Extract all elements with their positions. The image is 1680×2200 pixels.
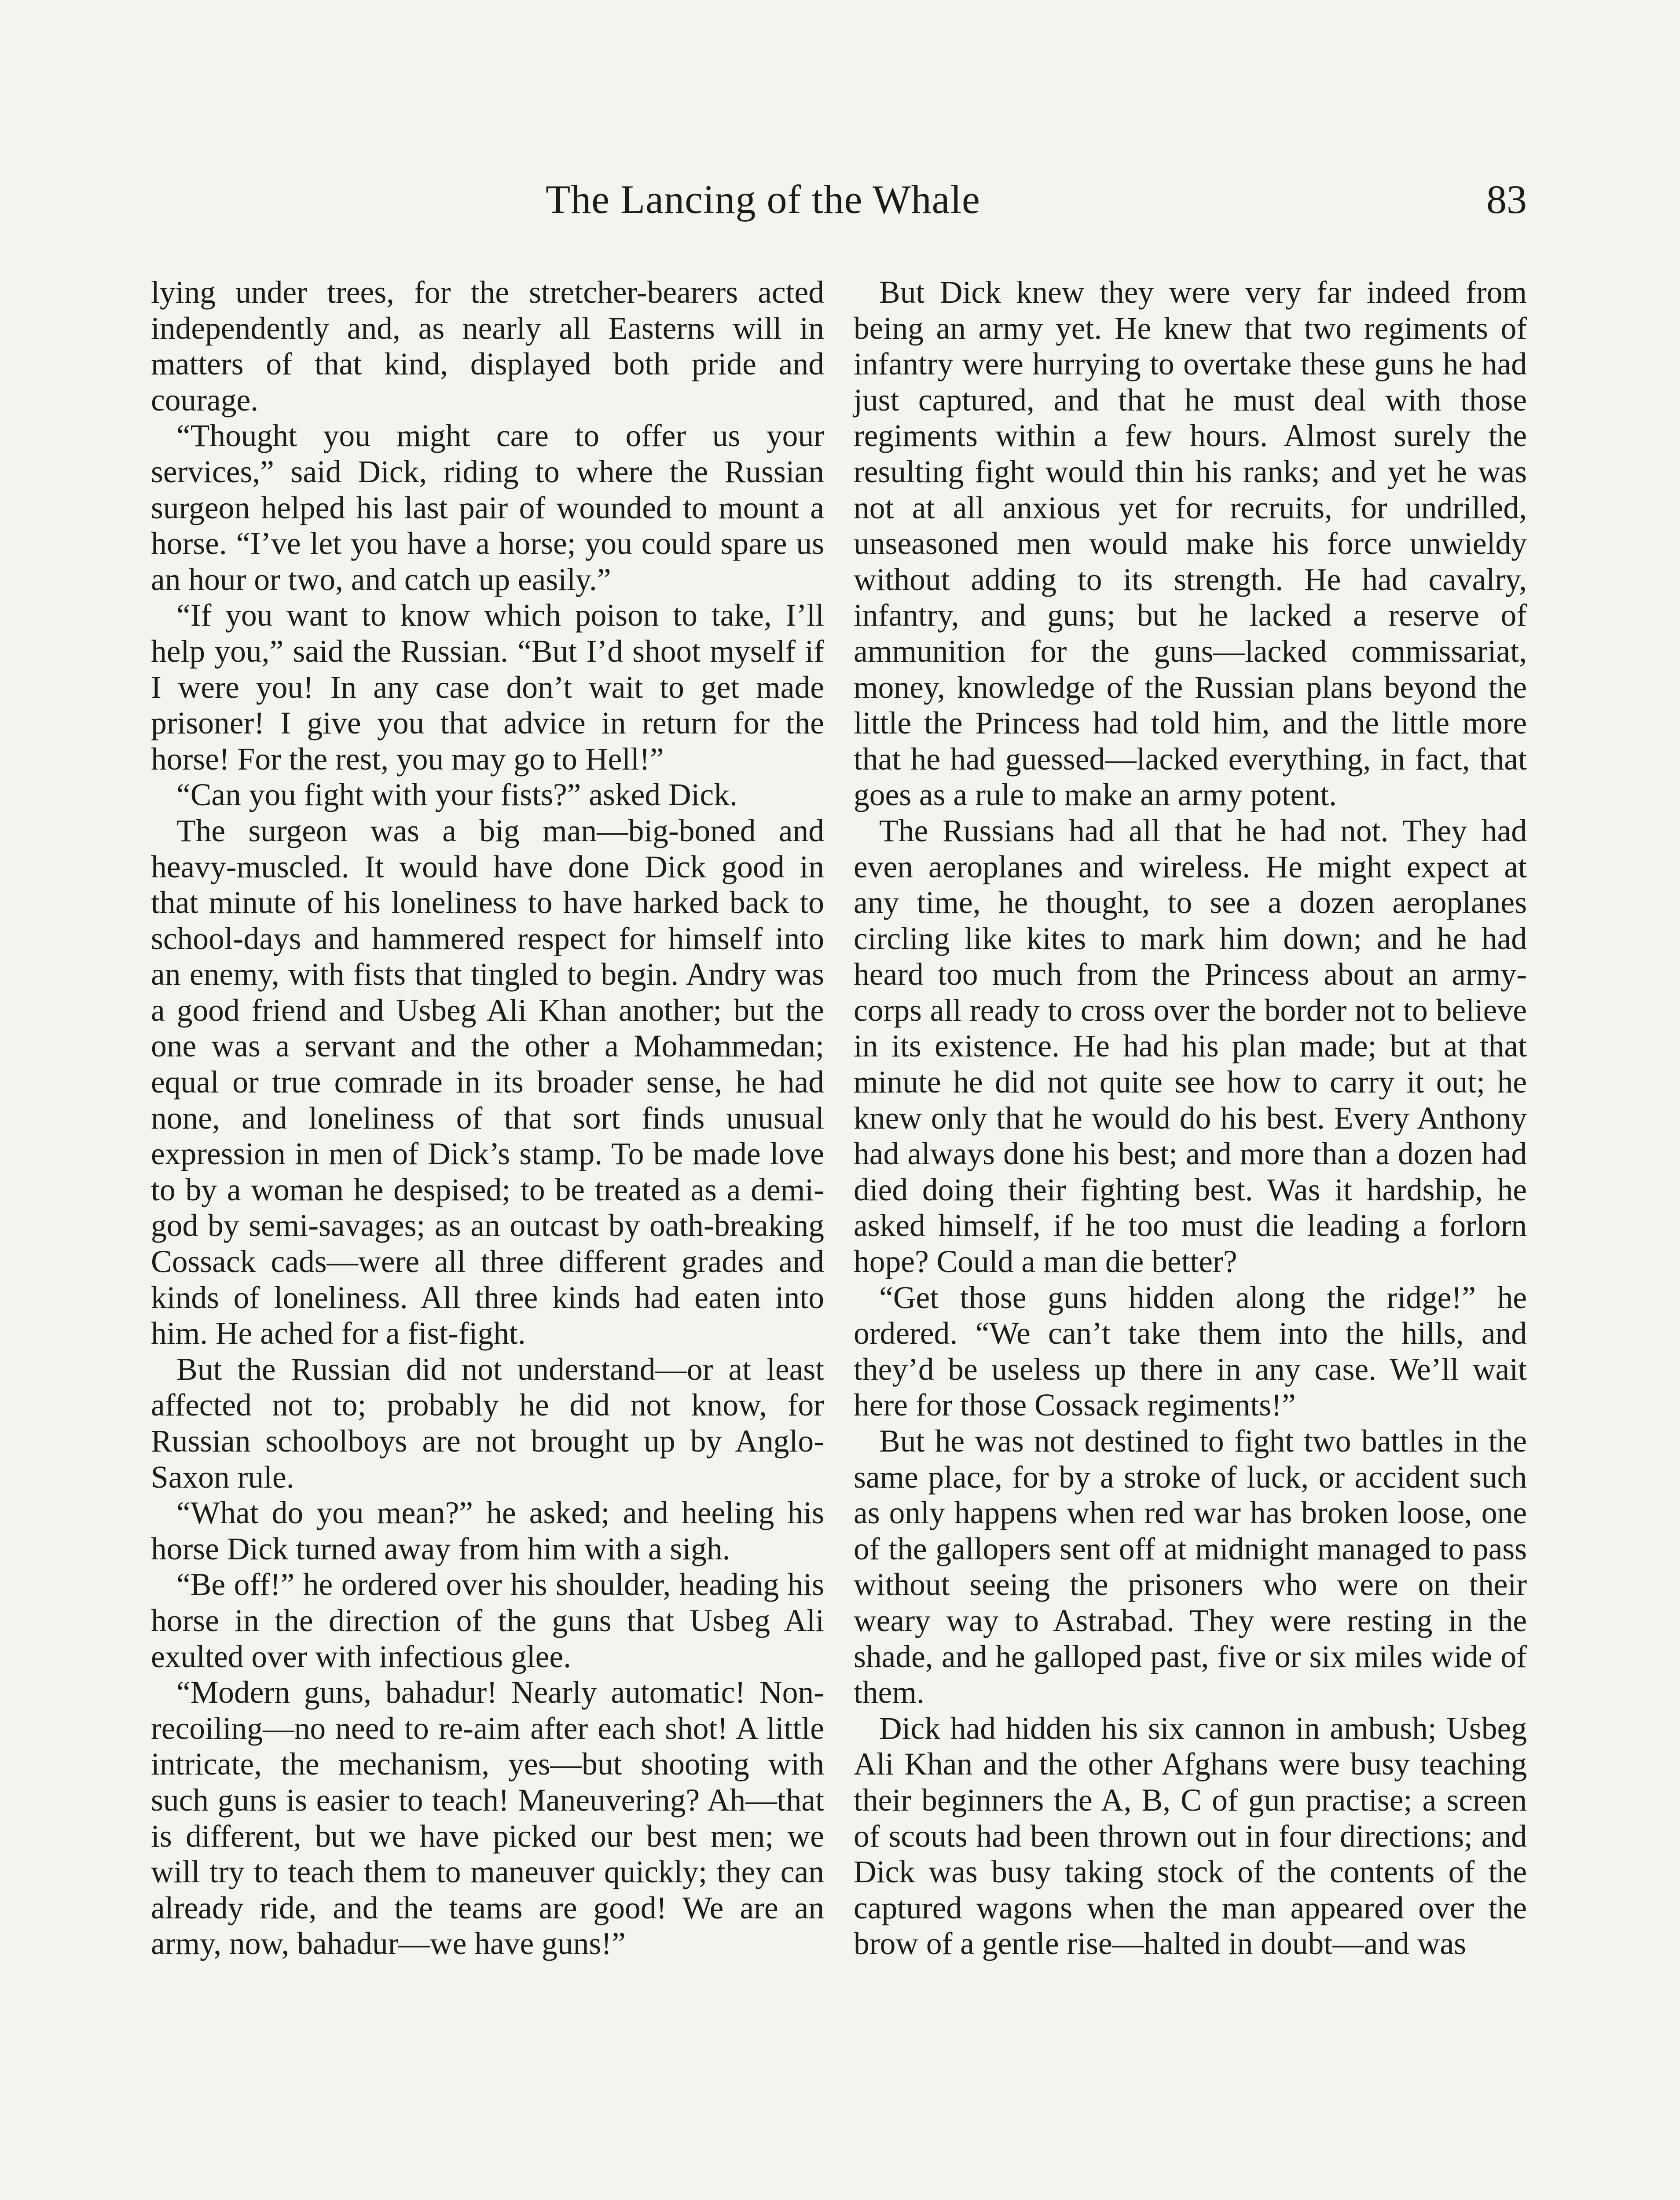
paragraph: “Thought you might care to offer us your services,” said Dick, riding to where the Russian surgeon helped his last pair of wounded to mount a horse. “I’ve let you have a horse; you could spare us an hour or two, and catch up easily.” — [151, 418, 824, 597]
paragraph: But the Russian did not understand—or at least affected not to; probably he did not know, for Russian schoolboys are not brought up by Anglo-Saxon rule. — [151, 1352, 824, 1495]
running-title: The Lancing of the Whale — [546, 177, 980, 222]
paragraph: “Can you fight with your fists?” asked Dick. — [176, 777, 737, 813]
page-header — [546, 176, 1527, 238]
paragraph: “Get those guns hidden along the ridge!” he ordered. “We can’t take them into the hills, and they’d be useless up there in any case. We’ll wait here for those Cossack regiments!” — [854, 1280, 1527, 1423]
paragraph: “Modern guns, bahadur! Nearly automatic! Non-recoiling—no need to re-aim after each shot! A little intricate, the mechanism, yes—but shooting with such guns is easier to teach! Maneuvering? Ah—that is different, but we have picked our best men; we will try to teach them to maneuver quickly; they can already ride, and the teams are good! We are an army, now, bahadur—we have guns!” — [151, 1675, 824, 1962]
left-column — [151, 275, 824, 1962]
paragraph: The surgeon was a big man—big-boned and heavy-muscled. It would have done Dick good in that minute of his loneliness to have harked back to school-days and hammered respect for himself into an enemy, with fists that tingled to begin. Andry was a good friend and Usbeg Ali Khan another; but the one was a servant and the other a Mohammedan; equal or true comrade in its broader sense, he had none, and loneliness of that sort finds unusual expression in men of Dick’s stamp. To be made love to by a woman he despised; to be treated as a demi-god by semi-savages; as an outcast by oath-breaking Cossack cads—were all three different grades and kinds of loneliness. All three kinds had eaten into him. He ached for a fist-fight. — [151, 813, 824, 1351]
paragraph: Dick had hidden his six cannon in ambush; Usbeg Ali Khan and the other Afghans were busy teaching their beginners the A, B, C of gun practise; a screen of scouts had been thrown out in four directions; and Dick was busy taking stock of the contents of the captured wagons when the man appeared over the brow of a gentle rise—halted in doubt—and was — [854, 1711, 1527, 1962]
paragraph: “If you want to know which poison to take, I’ll help you,” said the Russian. “But I’d shoot myself if I were you! In any case don’t wait to get made prisoner! I give you that advice in return for the horse! For the rest, you may go to Hell!” — [151, 598, 824, 777]
page-number: 83 — [1486, 177, 1527, 222]
paragraph: “What do you mean?” he asked; and heeling his horse Dick turned away from him with a sigh. — [151, 1496, 824, 1566]
right-column — [854, 275, 1527, 1962]
paragraph: “Be off!” he ordered over his shoulder, heading his horse in the direction of the guns that Usbeg Ali exulted over with infectious glee. — [151, 1567, 824, 1674]
paragraph: The Russians had all that he had not. They had even aeroplanes and wireless. He might expect at any time, he thought, to see a dozen aeroplanes circling like kites to mark him down; and he had heard too much from the Princess about an army-corps all ready to cross over the border not to believe in its existence. He had his plan made; but at that minute he did not quite see how to carry it out; he knew only that he would do his best. Every Anthony had always done his best; and more than a dozen had died doing their fighting best. Was it hardship, he asked himself, if he too must die leading a forlorn hope? Could a man die better? — [854, 813, 1527, 1280]
paragraph: But Dick knew they were very far indeed from being an army yet. He knew that two regiments of infantry were hurrying to overtake these guns he had just captured, and that he must deal with those regiments within a few hours. Almost surely the resulting fight would thin his ranks; and yet he was not at all anxious yet for recruits, for undrilled, unseasoned men would make his force unwieldy without adding to its strength. He had cavalry, infantry, and guns; but he lacked a reserve of ammunition for the guns—lacked commissariat, money, knowledge of the Russian plans beyond the little the Princess had told him, and the little more that he had guessed—lacked everything, in fact, that goes as a rule to make an army potent. — [854, 275, 1527, 813]
paragraph: lying under trees, for the stretcher-bearers acted independently and, as nearly all Easterns will in matters of that kind, displayed both pride and courage. — [151, 275, 824, 418]
paragraph: But he was not destined to fight two battles in the same place, for by a stroke of luck, or accident such as only happens when red war has broken loose, one of the gallopers sent off at midnight managed to pass without seeing the prisoners who were on their weary way to Astrabad. They were resting in the shade, and he galloped past, five or six miles wide of them. — [854, 1424, 1527, 1710]
